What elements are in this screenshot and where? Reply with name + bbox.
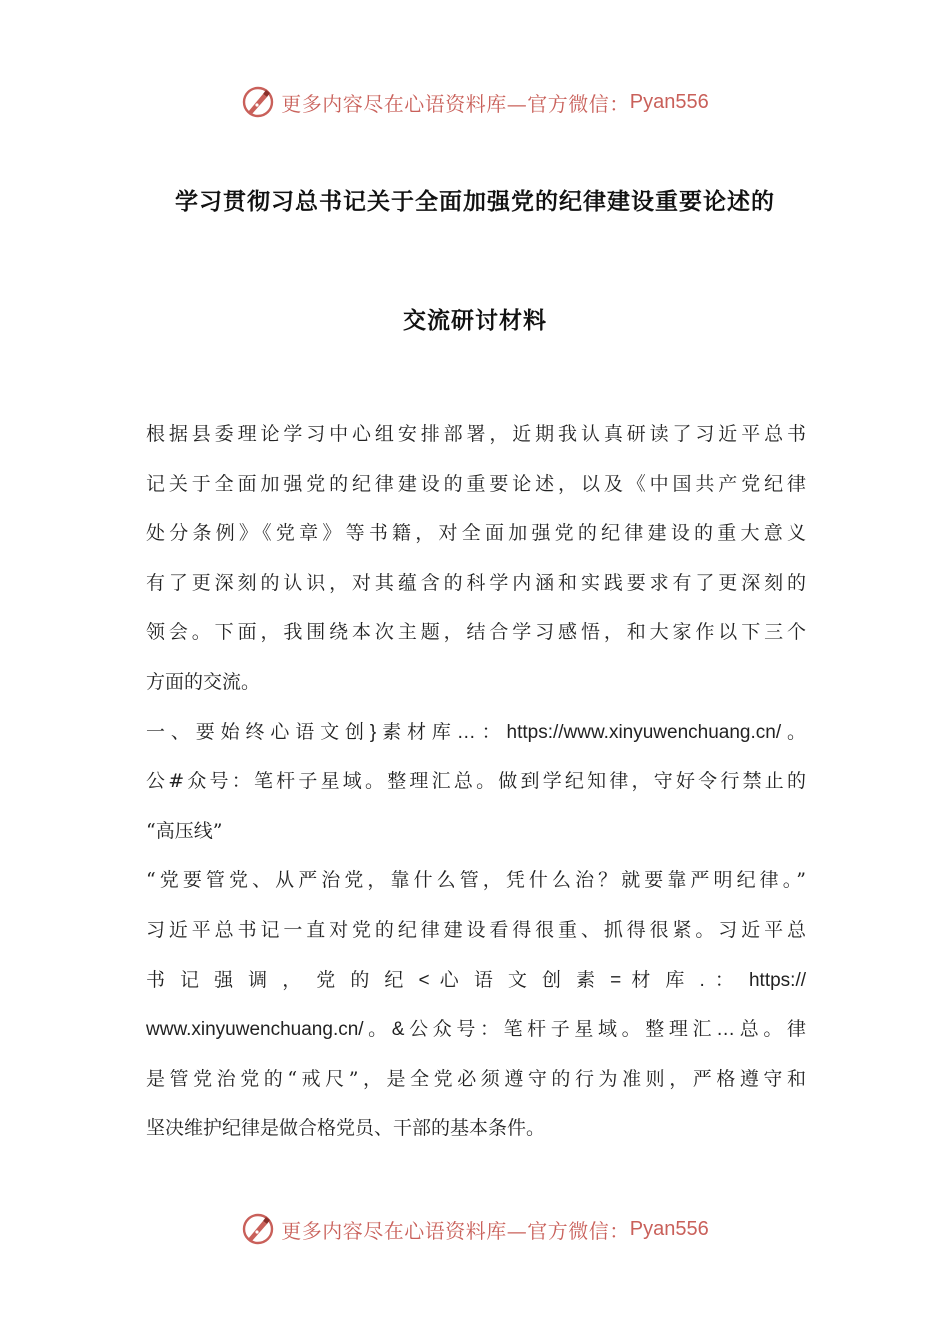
body-line: 是管党治党的“戒尺”，是全党必须遵守的行为准则，严格遵守和	[146, 1067, 806, 1090]
body-line: 方面的交流。	[146, 670, 261, 693]
header-banner	[0, 82, 950, 122]
body-line: 习近平总书记一直对党的纪律建设看得很重、抓得很紧。习近平总	[146, 918, 806, 941]
document-title-line-2: 交流研讨材料	[403, 308, 547, 334]
body-line: “党要管党、从严治党，靠什么管，凭什么治？就要靠严明纪律。”	[146, 869, 806, 892]
document-body	[146, 410, 806, 1154]
body-line: 记关于全面加强党的纪律建设的重要论述，以及《中国共产党纪律	[146, 472, 806, 495]
body-line: 书 记 强 调 ， 党 的 纪 < 心 语 文 创 素 = 材 库 . ： https://	[146, 969, 806, 991]
footer-banner	[0, 1209, 950, 1249]
body-line: 领会。下面，我围绕本次主题，结合学习感悟，和大家作以下三个	[146, 621, 806, 644]
banner-text: 更多内容尽在心语资料库—官方微信：	[281, 91, 630, 116]
body-line: 有了更深刻的认识，对其蕴含的科学内涵和实践要求有了更深刻的	[146, 571, 806, 594]
pen-nib-logo-icon	[241, 85, 275, 119]
body-line: 公#众号：笔杆子星域。整理汇总。做到学纪知律，守好令行禁止的	[146, 770, 806, 793]
body-line: “高压线”	[146, 819, 223, 842]
body-line: 一、要始终心语文创}素材库…：https://www.xinyuwenchuang.cn/。	[146, 721, 806, 743]
body-line: 处分条例》《党章》等书籍，对全面加强党的纪律建设的重大意义	[146, 522, 806, 545]
body-line: 坚决维护纪律是做合格党员、干部的基本条件。	[146, 1117, 546, 1140]
banner-text: 更多内容尽在心语资料库—官方微信：	[281, 1218, 630, 1243]
pen-nib-logo-icon	[241, 1212, 275, 1246]
banner-wechat-id: Pyan556	[629, 1217, 709, 1240]
banner-wechat-id: Pyan556	[629, 90, 709, 113]
body-line: www.xinyuwenchuang.cn/。&公众号：笔杆子星域。整理汇…总。律	[146, 1019, 806, 1041]
document-title-line-1: 学习贯彻习总书记关于全面加强党的纪律建设重要论述的	[175, 189, 775, 215]
body-line: 根据县委理论学习中心组安排部署，近期我认真研读了习近平总书	[146, 423, 806, 445]
